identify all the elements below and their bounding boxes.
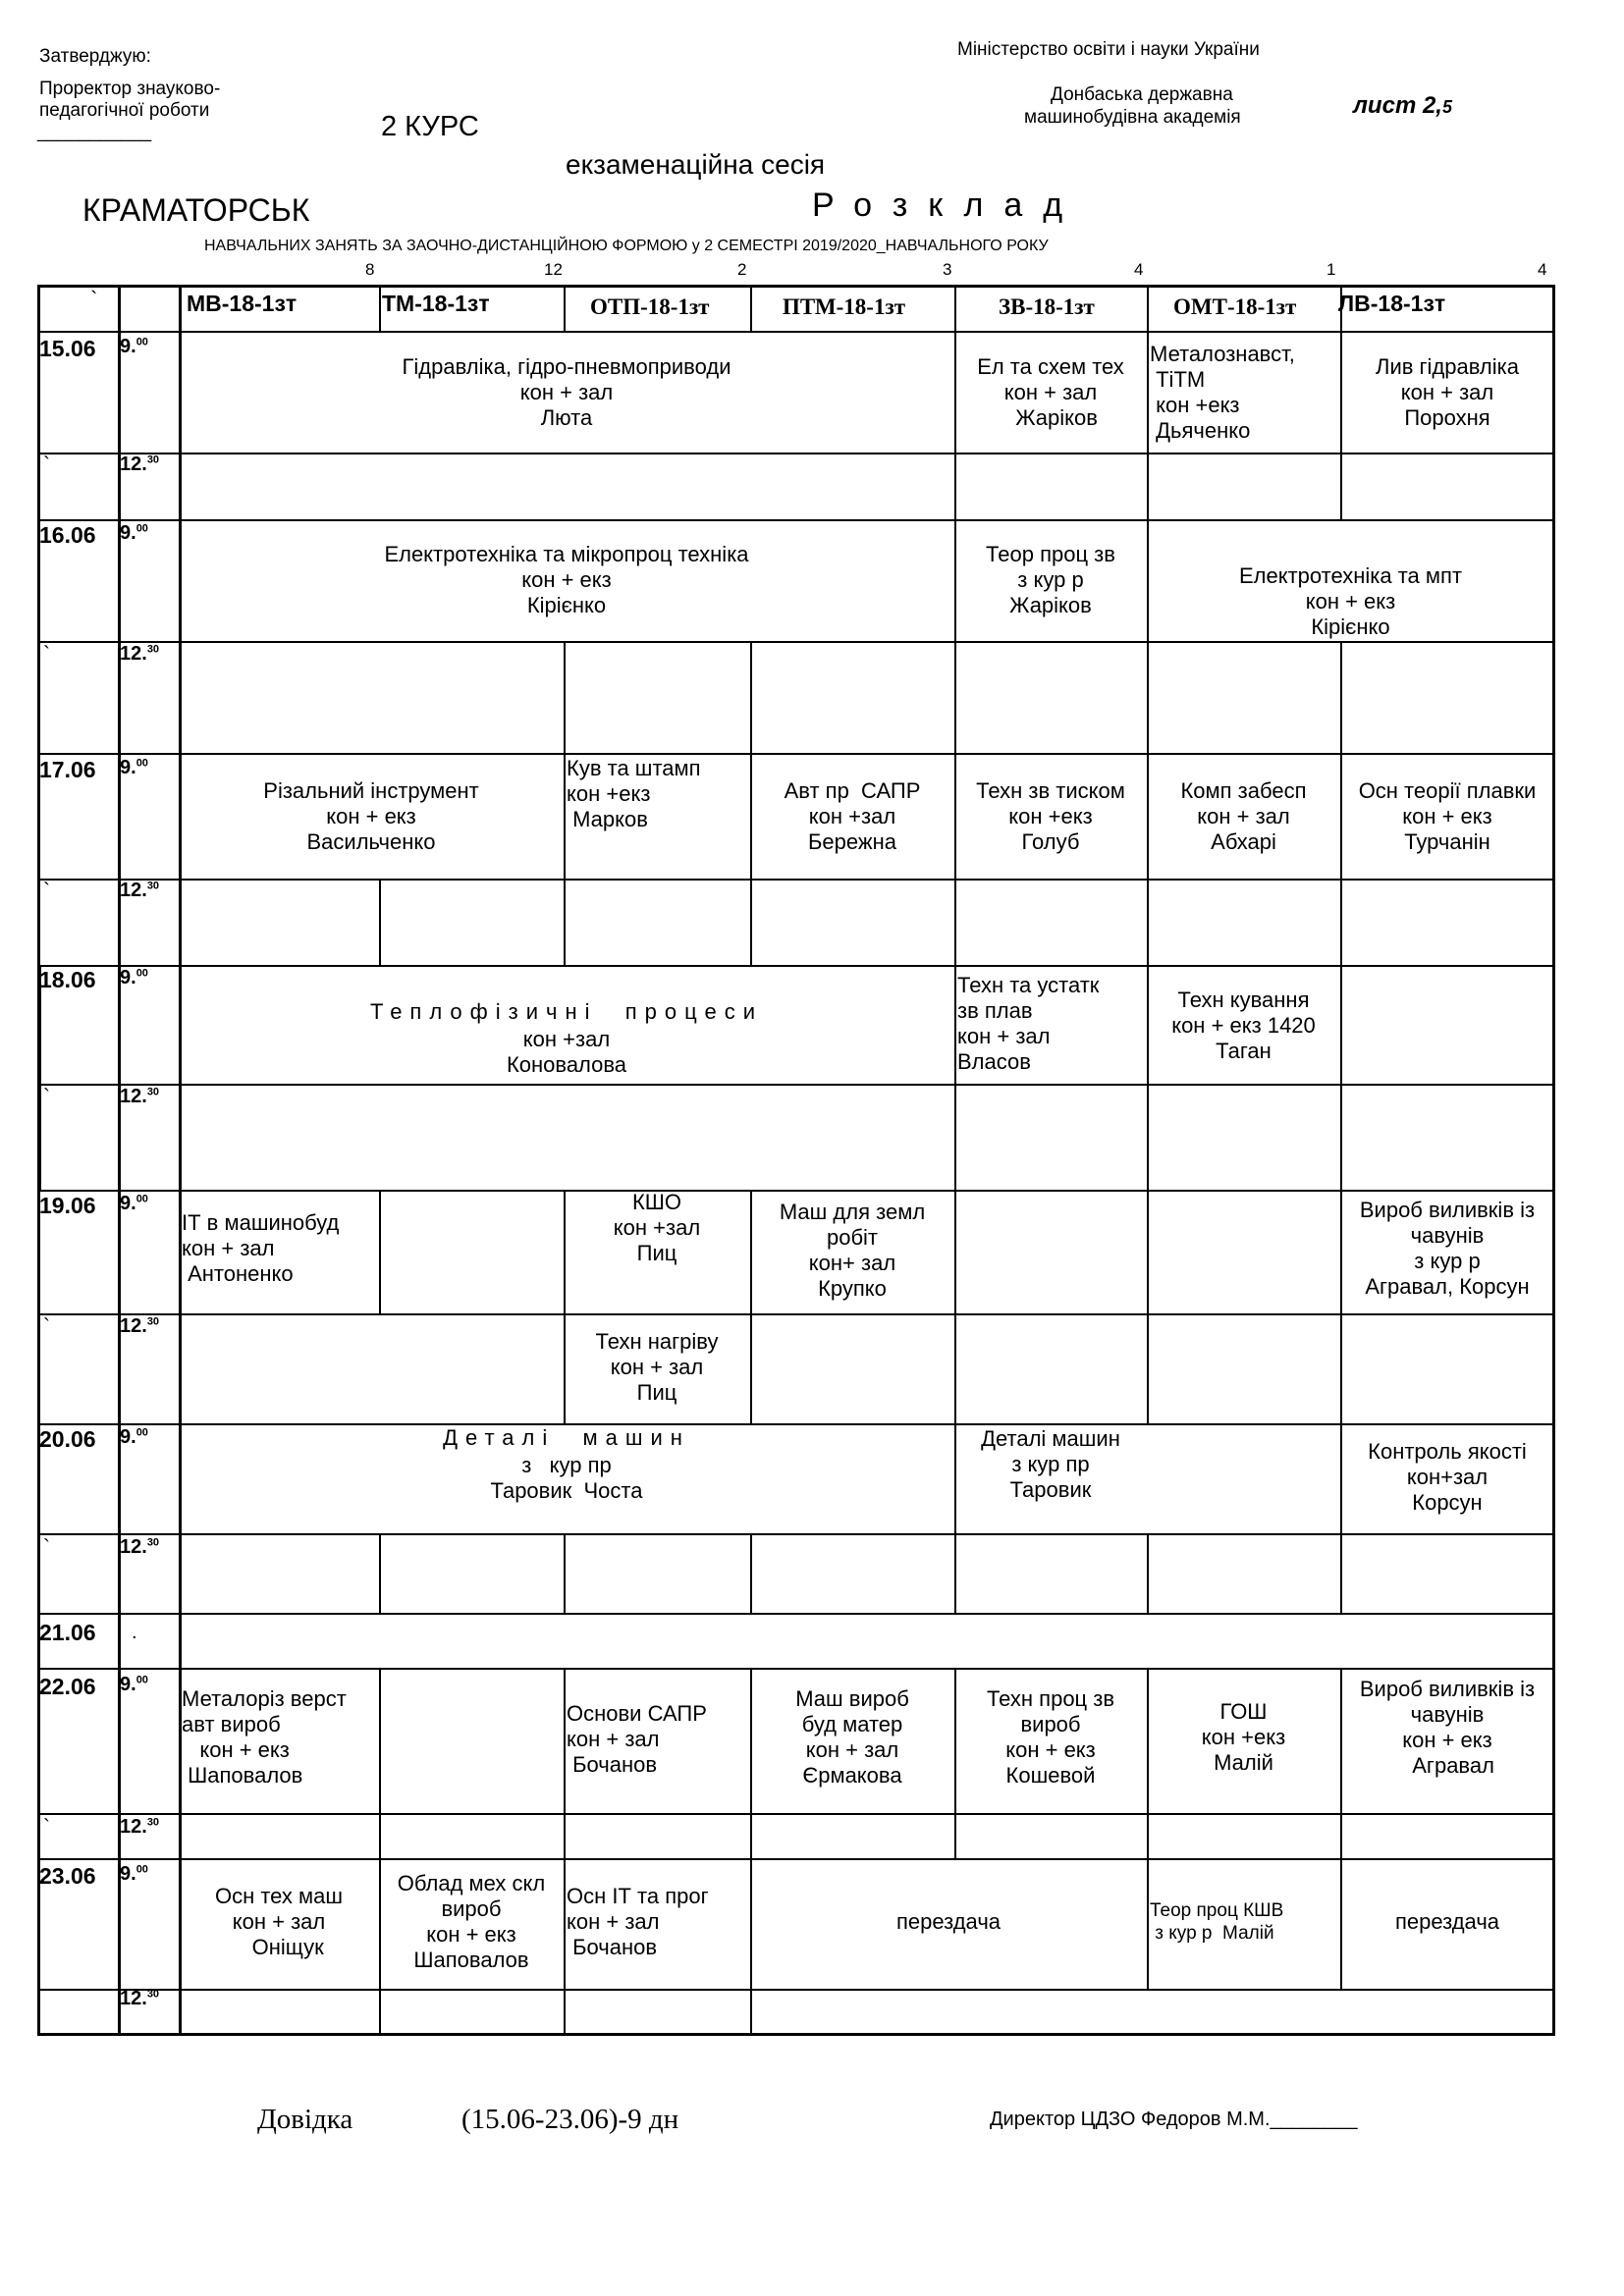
row-mark: . [132,1622,137,1643]
lesson-cell: Теор проц зв з кур р Жаріков [986,542,1115,617]
lesson-cell: Кув та штамп кон +екз Марков [567,756,701,831]
column-number: 1 [1326,260,1336,279]
lesson-cell: ГОШ кон +екз Малій [1201,1699,1286,1775]
row-mark: ` [43,1536,50,1559]
lesson-cell: Вироб виливків із чавунів з кур р Агравал, Корсун [1359,1198,1536,1299]
lesson-cell: Облад мех скл вироб кон + екз Шаповалов [397,1871,546,1972]
time-label: 9.00 [120,967,148,988]
time-label: 9.00 [120,336,148,357]
time-label: 9.00 [120,1426,148,1448]
lesson-cell: Контроль якості кон+зал Корсун [1368,1439,1527,1515]
footer-period: (15.06-23.06)-9 дн [461,2104,679,2135]
course-label: 2 КУРС [381,111,479,142]
time-label: 12.30 [120,1816,160,1838]
lesson-cell: кон +зал Коновалова [506,1027,627,1077]
row-mark: ` [43,1315,50,1338]
lesson-cell: Техн кування кон + екз 1420 Таган [1171,988,1316,1063]
sheet-number: лист 2,5 [1353,92,1452,119]
lesson-cell: Деталі машин з кур пр Таровик [981,1426,1120,1502]
time-label: 9.00 [120,757,148,778]
date-label: 18.06 [39,967,96,992]
group-header-mv: МВ-18-1зт [187,291,298,316]
row-mark: ` [43,643,50,666]
lesson-cell: Маш для земл робіт кон+ зал Крупко [779,1200,926,1301]
lesson-cell: Металознавст, ТіТМ кон +екз Дьяченко [1150,342,1295,443]
lesson-cell: Гідравліка, гідро-пневмоприводи кон + зал Люта [402,354,731,430]
lesson-title: Деталі машин [443,1425,690,1450]
academy-name-line1: Донбаська державна [1051,84,1233,105]
lesson-cell: Металоріз верст авт вироб кон + екз Шаповалов [182,1686,347,1788]
lesson-cell: Електротехніка та мпт кон + екз Кірієнко [1238,563,1463,639]
lesson-cell: ІТ в машинобуд кон + зал Антоненко [182,1210,340,1286]
lesson-cell: Електротехніка та мікропроц техніка кон + екз Кірієнко [384,542,749,617]
time-label: 12.30 [120,1315,160,1337]
lesson-cell: Різальний інструмент кон + екз Васильченко [263,778,479,854]
date-label: 21.06 [39,1620,96,1645]
signature-line: ___________ [37,122,152,142]
time-label: 12.30 [120,1536,160,1558]
group-header-zv: ЗВ-18-1зт [999,294,1095,319]
lesson-cell: Вироб виливків із чавунів кон + екз Агравал [1359,1677,1536,1778]
lesson-cell: Техн нагріву кон + зал Пиц [595,1329,719,1405]
page-title: Розклад [812,187,1084,224]
lesson-cell: Авт пр САПР кон +зал Бережна [784,778,921,854]
time-label: 9.00 [120,522,148,544]
lesson-title: Теплофізичні процеси [369,999,764,1024]
lesson-cell: Осн теорії плавки кон + екз Турчанін [1358,778,1537,854]
group-header-tm: ТМ-18-1зт [382,291,490,316]
time-label: 12.30 [120,1086,160,1107]
lesson-cell: Техн та устатк зв плав кон + зал Власов [957,973,1100,1074]
column-number: 8 [365,260,375,279]
group-header-lv: ЛВ-18-1зт [1338,291,1446,316]
date-label: 19.06 [39,1193,96,1218]
prorector-label-line1: Проректор знауково- [39,79,221,99]
approval-label: Затверджую: [39,46,151,67]
lesson-cell: Осн ІТ та прог кон + зал Бочанов [567,1884,709,1959]
date-label: 15.06 [39,336,96,361]
date-label: 22.06 [39,1674,96,1699]
lesson-cell: перездача [895,1909,1001,1934]
lesson-cell: Комп забесп кон + зал Абхарі [1180,778,1307,854]
lesson-cell: Ел та схем тех кон + зал Жаріков [977,354,1124,430]
academy-name-line2: машинобудівна академія [1024,107,1241,128]
group-header-ptm: ПТМ-18-1зт [783,294,905,319]
time-label: 12.30 [120,454,160,475]
corner-mark: ` [90,287,98,311]
time-label: 12.30 [120,643,160,665]
footer-director: Директор ЦДЗО Федоров М.М.________ [990,2109,1358,2130]
row-mark: ` [43,1816,50,1839]
lesson-cell: КШО кон +зал Пиц [613,1190,701,1265]
column-number: 4 [1134,260,1144,279]
city-name: КРАМАТОРСЬК [82,192,310,228]
lesson-cell: Лив гідравліка кон + зал Порохня [1376,354,1519,430]
date-label: 20.06 [39,1426,96,1452]
row-mark: ` [43,1086,50,1108]
time-label: 9.00 [120,1863,148,1885]
page-subtitle: НАВЧАЛЬНИХ ЗАНЯТЬ ЗА ЗАОЧНО-ДИСТАНЦІЙНОЮ ФОРМОЮ у 2 СЕМЕСТРІ 2019/2020_НАВЧАЛЬНОГО РОКУ [204,238,1049,254]
lesson-cell: з кур пр Таровик Чоста [490,1453,643,1503]
group-header-omt: ОМТ-18-1зт [1173,294,1297,319]
prorector-label-line2: педагогічної роботи [39,100,210,121]
lesson-cell: Основи САПР кон + зал Бочанов [567,1701,707,1777]
ministry-name: Міністерство освіти і науки України [957,39,1260,60]
lesson-cell: перездача [1394,1909,1500,1934]
time-label: 12.30 [120,1988,160,2009]
footer-reference: Довідка [257,2104,353,2135]
lesson-cell: Теор проц КШВ з кур р Малій [1150,1900,1284,1944]
date-label: 23.06 [39,1863,96,1889]
group-header-otp: ОТП-18-1зт [590,294,710,319]
column-number: 12 [544,260,563,279]
time-label: 9.00 [120,1193,148,1214]
row-mark: ` [43,880,50,902]
date-label: 17.06 [39,757,96,782]
row-mark: ` [43,454,50,476]
lesson-cell: Осн тех маш кон + зал Оніщук [214,1884,344,1959]
column-number: 4 [1538,260,1547,279]
time-label: 12.30 [120,880,160,901]
lesson-cell: Маш вироб буд матер кон + зал Єрмакова [795,1686,909,1788]
date-label: 16.06 [39,522,96,548]
column-number: 3 [943,260,952,279]
column-number: 2 [737,260,747,279]
time-label: 9.00 [120,1674,148,1695]
lesson-cell: Техн проц зв вироб кон + екз Кошевой [986,1686,1115,1788]
session-label: екзаменаційна сесія [566,149,826,180]
lesson-cell: Техн зв тиском кон +екз Голуб [976,778,1125,854]
